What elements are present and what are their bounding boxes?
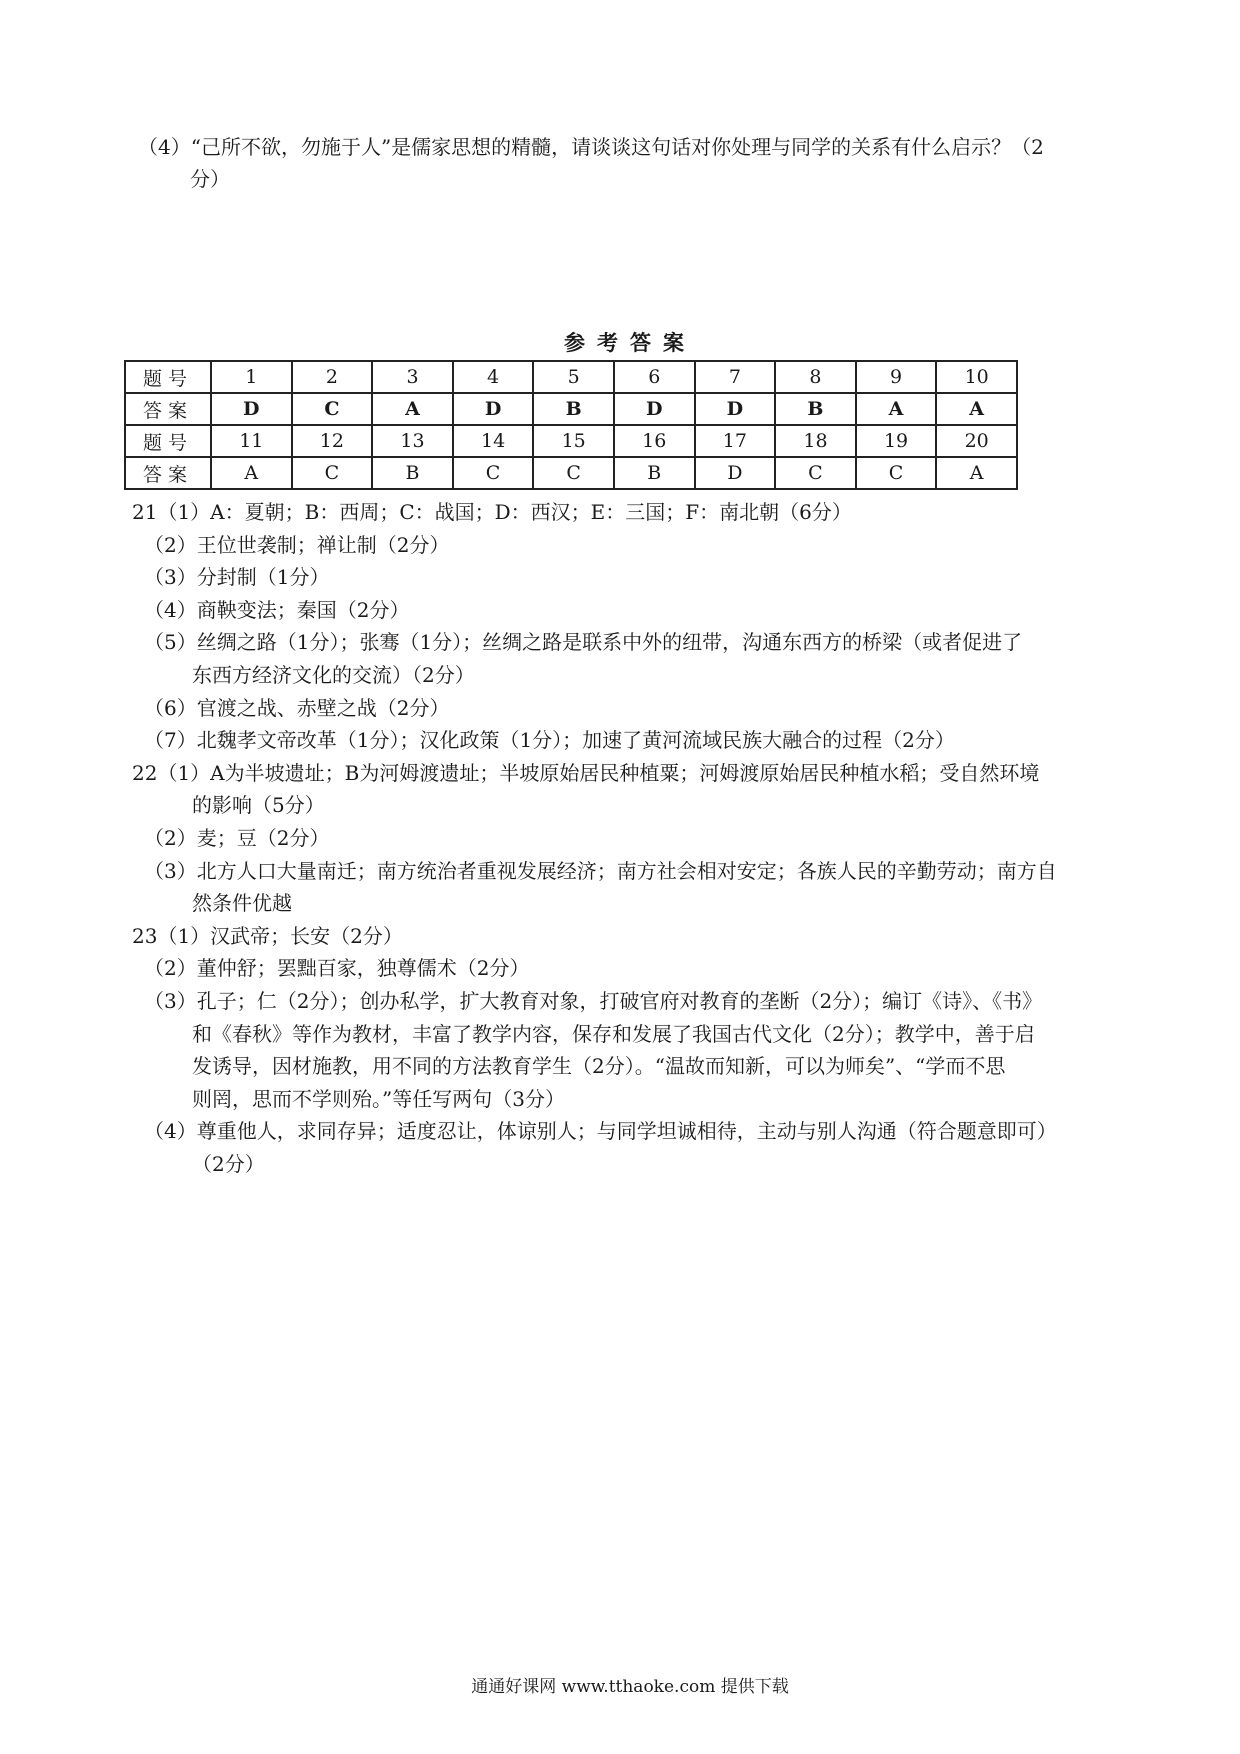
question-number-cell: 10: [936, 361, 1017, 393]
footer-source: 通通好课网 www.tthaoke.com 提供下载: [471, 1677, 789, 1697]
answer-line: 发诱导，因材施教，用不同的方法教育学生（2分）。“温故而知新，可以为师矣”、“学而不思: [192, 1054, 1006, 1079]
question-number-cell: 13: [372, 425, 453, 457]
question-number-cell: 9: [856, 361, 937, 393]
answer-cell: C: [292, 393, 373, 425]
answer-line: （2）麦；豆（2分）: [144, 825, 330, 850]
answer-row: [125, 393, 1017, 425]
answer-cell: C: [775, 457, 856, 489]
answer-cell: C: [292, 457, 373, 489]
question-number-cell: 6: [614, 361, 695, 393]
answer-cell: A: [372, 393, 453, 425]
answer-cell: D: [695, 393, 776, 425]
question-number-cell: 4: [453, 361, 534, 393]
answer-explanations: [132, 496, 1132, 1180]
answer-cell: C: [533, 457, 614, 489]
question-number-cell: 1: [211, 361, 292, 393]
answer-table: [124, 360, 1018, 490]
answer-cell: D: [614, 393, 695, 425]
question-4-line2: 分）: [190, 167, 230, 191]
answer-line: （3）分封制（1分）: [144, 565, 330, 590]
answer-cell: D: [453, 393, 534, 425]
answer-line: （3）北方人口大量南迁；南方统治者重视发展经济；南方社会相对安定；各族人民的辛勤劳动；南方自: [144, 858, 1057, 883]
answer-cell: B: [533, 393, 614, 425]
answer-cell: C: [856, 457, 937, 489]
answer-line: （6）官渡之战、赤壁之战（2分）: [144, 695, 450, 720]
question-number-cell: 3: [372, 361, 453, 393]
question-4-line1: （4）“己所不欲，勿施于人”是儒家思想的精髓，请谈谈这句话对你处理与同学的关系有什么启示？（2: [138, 135, 1044, 159]
question-number-cell: 20: [936, 425, 1017, 457]
answer-cell: A: [211, 457, 292, 489]
question-number-cell: 2: [292, 361, 373, 393]
question-number-cell: 19: [856, 425, 937, 457]
question-number-cell: 17: [695, 425, 776, 457]
answer-line: （2分）: [192, 1151, 265, 1176]
answer-cell: D: [211, 393, 292, 425]
answer-line: 东西方经济文化的交流）（2分）: [192, 662, 475, 687]
answer-cell: C: [453, 457, 534, 489]
answer-line: （4）商鞅变法；秦国（2分）: [144, 597, 410, 622]
answer-line: 的影响（5分）: [192, 793, 325, 818]
answer-line: （7）北魏孝文帝改革（1分）；汉化政策（1分）；加速了黄河流域民族大融合的过程（2分）: [144, 728, 955, 753]
question-number-cell: 7: [695, 361, 776, 393]
answer-line: 22（1）A为半坡遗址；B为河姆渡遗址；半坡原始居民种植粟；河姆渡原始居民种植水稻；受自然环境: [132, 760, 1040, 785]
row-label: 题号: [125, 361, 211, 393]
question-number-cell: 15: [533, 425, 614, 457]
answer-cell: B: [614, 457, 695, 489]
answer-line: 然条件优越: [192, 891, 292, 916]
answer-cell: A: [856, 393, 937, 425]
question-number-cell: 8: [775, 361, 856, 393]
question-number-cell: 16: [614, 425, 695, 457]
answer-line: （3）孔子；仁（2分）；创办私学，扩大教育对象，打破官府对教育的垄断（2分）；编订《诗》、《书》: [144, 988, 1043, 1013]
answer-line: 则罔，思而不学则殆。”等任写两句（3分）: [192, 1086, 565, 1111]
row-label: 答案: [125, 393, 211, 425]
question-number-cell: 11: [211, 425, 292, 457]
reference-answers-title: 参考答案: [564, 330, 696, 355]
answer-line: 和《春秋》等作为教材，丰富了教学内容，保存和发展了我国古代文化（2分）；教学中，善于启: [192, 1021, 1035, 1046]
answer-row: [125, 457, 1017, 489]
answer-line: （4）尊重他人，求同存异；适度忍让，体谅别人；与同学坦诚相待，主动与别人沟通（符合题意即可）: [144, 1119, 1057, 1144]
question-number-cell: 12: [292, 425, 373, 457]
question-number-row: [125, 425, 1017, 457]
question-number-cell: 14: [453, 425, 534, 457]
question-number-cell: 18: [775, 425, 856, 457]
answer-line: （5）丝绸之路（1分）；张骞（1分）；丝绸之路是联系中外的纽带，沟通东西方的桥梁（或者促进了: [144, 630, 1023, 655]
answer-cell: A: [936, 457, 1017, 489]
answer-line: （2）董仲舒；罢黜百家，独尊儒术（2分）: [144, 956, 530, 981]
answer-cell: D: [695, 457, 776, 489]
answer-cell: B: [372, 457, 453, 489]
question-4: [138, 131, 1128, 195]
answer-line: （2）王位世袭制；禅让制（2分）: [144, 532, 450, 557]
answer-cell: A: [936, 393, 1017, 425]
answer-line: 21（1）A：夏朝；B：西周；C：战国；D：西汉；E：三国；F：南北朝（6分）: [132, 500, 852, 524]
answer-cell: B: [775, 393, 856, 425]
row-label: 题号: [125, 425, 211, 457]
question-number-cell: 5: [533, 361, 614, 393]
row-label: 答案: [125, 457, 211, 489]
answer-line: 23（1）汉武帝；长安（2分）: [132, 923, 403, 948]
question-number-row: [125, 361, 1017, 393]
